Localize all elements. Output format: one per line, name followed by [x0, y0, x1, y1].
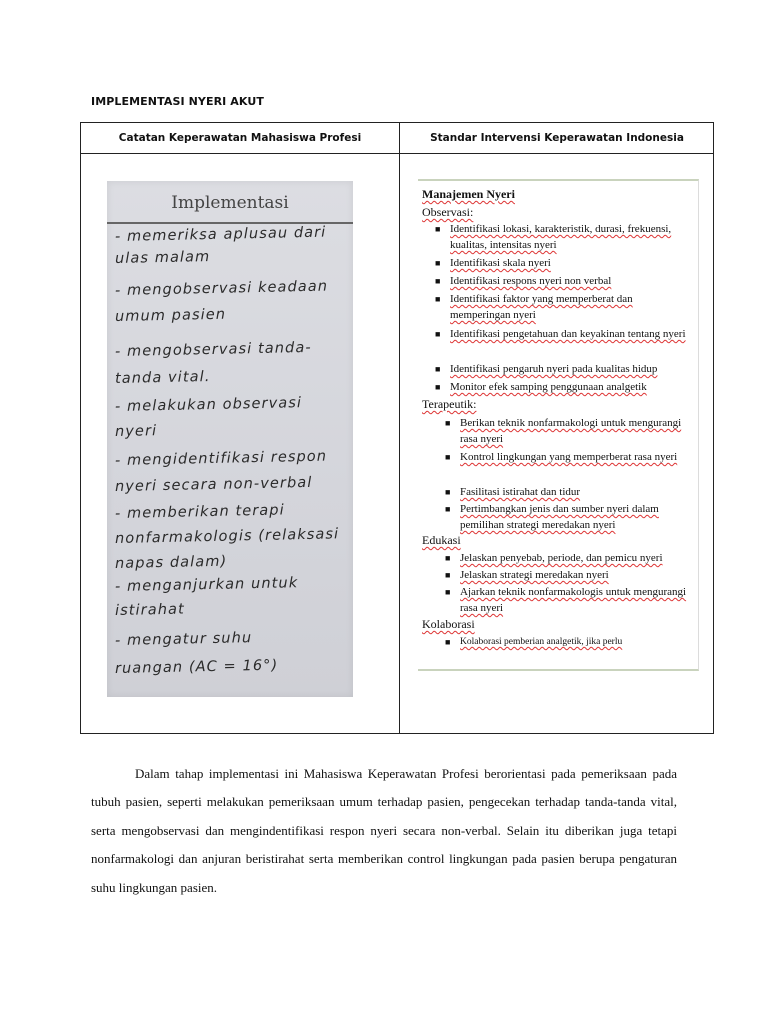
note-line: napas dalam): [114, 553, 228, 572]
siki-item: ■ Jelaskan penyebab, periode, dan pemicu nyeri: [445, 552, 663, 564]
note-line: - mengobservasi keadaan: [114, 278, 329, 299]
note-line: - mengatur suhu: [114, 630, 253, 649]
siki-item: ■ Identifikasi lokasi, karakteristik, durasi, frekuensi, kualitas, intensitas nyeri: [435, 223, 672, 251]
note-heading-rule: [107, 222, 353, 224]
siki-item: ■ Identifikasi skala nyeri: [435, 257, 551, 269]
paragraph-text: Dalam tahap implementasi ini Mahasiswa Keperawatan Profesi berorientasi pada pemeriksaan pada tubuh pasien, seperti melakukan pemeriksaan umum terhadap pasien, pengecekan terhadap tanda-tanda vital, serta mengobservasi dan mengindentifikasi respon nyeri secara non-verbal. Selain itu diberikan juga tetapi nonfarmakologi dan anjuran beristirahat serta memberikan control lingkungan pada pasien berupa pengaturan suhu lingkungan pasien.: [91, 766, 677, 895]
note-line: nyeri: [114, 423, 158, 440]
header-divider: [81, 153, 713, 154]
handwritten-note-photo: [107, 181, 353, 697]
siki-section-edukasi: Edukasi: [422, 533, 461, 547]
siki-section-observasi: Observasi:: [422, 205, 474, 219]
siki-item: ■ Pertimbangkan jenis dan sumber nyeri dalam pemilihan strategi meredakan nyeri: [445, 503, 659, 531]
note-line: nonfarmakologis (relaksasi: [114, 526, 340, 547]
column-divider: [399, 123, 400, 733]
siki-excerpt: [418, 179, 699, 671]
note-line: ulas malam: [114, 249, 211, 267]
siki-item: ■ Monitor efek samping penggunaan analgetik: [435, 381, 647, 393]
implementation-table: [80, 122, 714, 734]
note-line: - melakukan observasi: [114, 395, 303, 415]
siki-item: ■ Berikan teknik nonfarmakologi untuk mengurangi rasa nyeri: [445, 417, 682, 445]
note-line: - memberikan terapi: [114, 502, 285, 522]
siki-item: ■ Identifikasi faktor yang memperberat dan memperingan nyeri: [435, 293, 633, 321]
siki-item: ■ Identifikasi pengaruh nyeri pada kualitas hidup: [435, 363, 658, 375]
siki-item: ■ Kolaborasi pemberian analgetik, jika perlu: [445, 637, 623, 647]
left-column-header: Catatan Keperawatan Mahasiswa Profesi: [118, 132, 362, 144]
siki-item: ■ Kontrol lingkungan yang memperberat rasa nyeri: [445, 451, 678, 463]
note-line: tanda vital.: [114, 369, 211, 387]
note-line: - mengidentifikasi respon: [114, 448, 328, 469]
siki-item: ■ Ajarkan teknik nonfarmakologis untuk mengurangi rasa nyeri: [445, 586, 687, 614]
siki-title: Manajemen Nyeri: [422, 187, 515, 201]
siki-item: ■ Identifikasi respons nyeri non verbal: [435, 275, 612, 287]
note-line: - mengobservasi tanda-: [114, 339, 312, 360]
page-title: IMPLEMENTASI NYERI AKUT: [91, 95, 264, 108]
note-line: ruangan (AC = 16°): [114, 657, 279, 677]
right-column-header: Standar Intervensi Keperawatan Indonesia: [430, 132, 684, 144]
siki-section-kolaborasi: Kolaborasi: [422, 617, 475, 631]
siki-item: ■ Identifikasi pengetahuan dan keyakinan tentang nyeri: [435, 328, 686, 340]
siki-section-terapeutik: Terapeutik:: [422, 397, 477, 411]
siki-item: ■ Jelaskan strategi meredakan nyeri: [445, 569, 609, 581]
note-line: - memeriksa aplusau dari: [114, 224, 327, 245]
body-paragraph: [91, 760, 677, 902]
note-line: istirahat: [114, 601, 185, 619]
siki-item: ■ Fasilitasi istirahat dan tidur: [445, 486, 581, 498]
note-line: nyeri secara non-verbal: [114, 474, 313, 495]
note-heading: Implementasi: [171, 193, 289, 213]
note-line: umum pasien: [114, 306, 227, 325]
note-line: - menganjurkan untuk: [114, 575, 299, 595]
